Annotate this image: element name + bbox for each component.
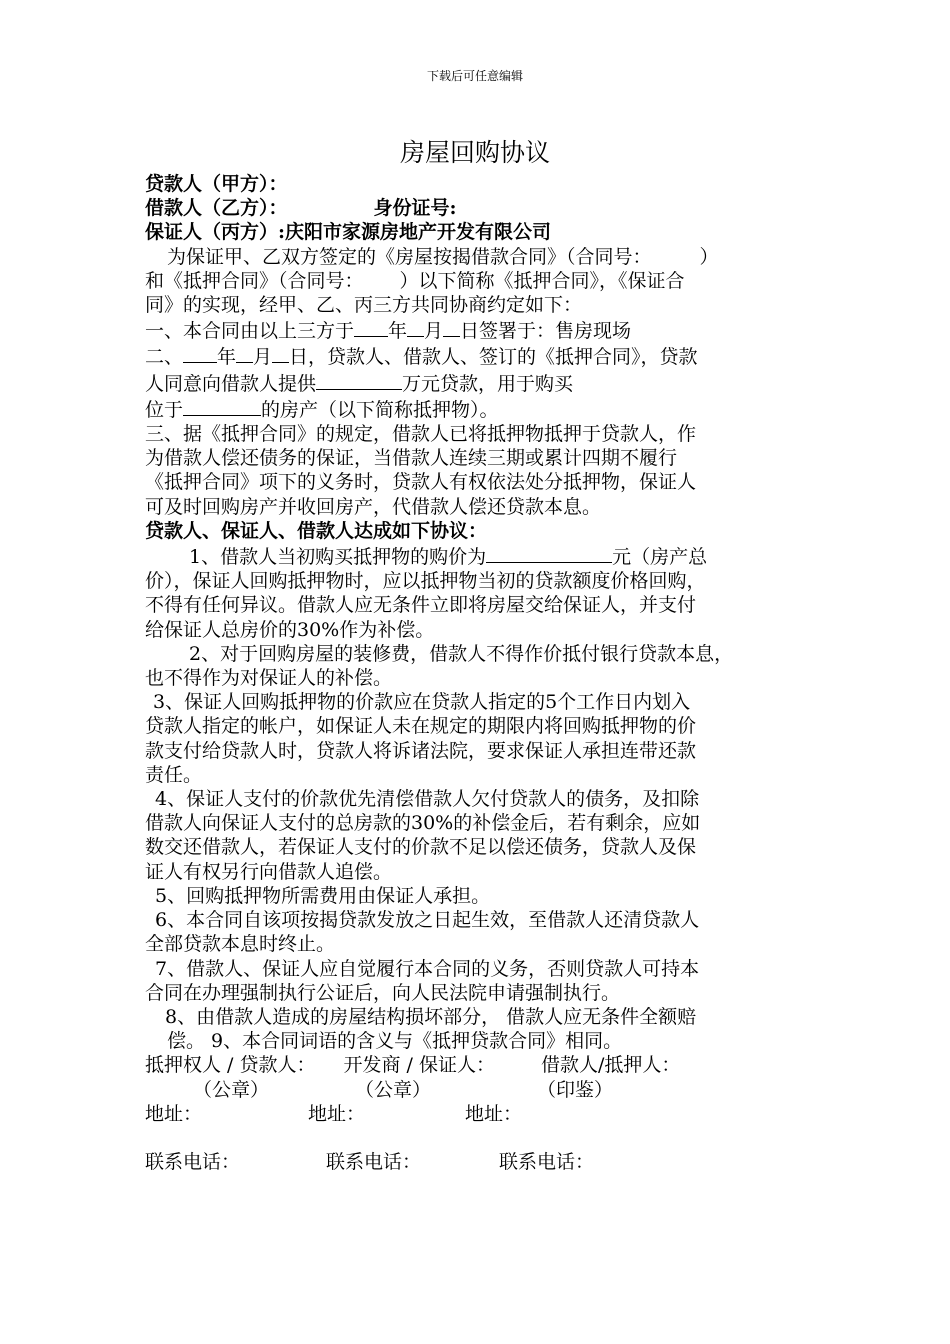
party-guarantor: 保证人（丙方）:庆阳市家源房地产开发有限公司 [145, 221, 552, 244]
clause-3-line: 《抵押合同》项下的义务时，贷款人有权依法处分抵押物，保证人 [145, 471, 697, 494]
blank-month [236, 343, 253, 363]
item-1-line: 1、借款人当初购买抵押物的购价为 元（房产总 [145, 543, 815, 569]
clause-2-line-1: 二、 年 月 日，贷款人、借款人、签订的《抵押合同》，贷款 [145, 343, 815, 369]
phone-label: 联系电话： [499, 1150, 595, 1173]
intro-line-1: 为保证甲、乙双方签定的《房屋按揭借款合同》（合同号： ） [167, 245, 719, 268]
clause-3-line: 为借款人偿还债务的保证，当借款人连续三期或累计四期不履行 [145, 447, 678, 470]
address-label: 地址： [465, 1102, 523, 1125]
item-3-line: 款支付给贷款人时，贷款人将诉诸法院，要求保证人承担连带还款 [145, 739, 697, 762]
phone-label: 联系电话： [145, 1150, 241, 1173]
address-label: 地址： [145, 1102, 203, 1125]
blank-location [183, 396, 261, 416]
sign-lender: 抵押权人 / 贷款人： [145, 1054, 316, 1077]
signature-seals [145, 1078, 815, 1102]
item-7-line: 合同在办理强制执行公证后，向人民法院申请强制执行。 [145, 981, 621, 1004]
party-borrower-label: 借款人（乙方）： [145, 197, 288, 220]
seal-borrower: （印鉴） [537, 1078, 614, 1101]
blank-month [407, 317, 424, 337]
item-4-line: 4、保证人支付的价款优先清偿借款人欠付贷款人的债务，及扣除 [155, 788, 700, 811]
blank-year [354, 317, 388, 337]
clause-3-line: 可及时回购房产并收回房产，代借款人偿还贷款本息。 [145, 495, 602, 518]
id-number-label: 身份证号: [373, 197, 457, 220]
item-4-line: 证人有权另行向借款人追偿。 [145, 860, 393, 883]
item-3-line: 责任。 [145, 763, 203, 786]
item-4-line: 数交还借款人，若保证人支付的价款不足以偿还债务，贷款人及保 [145, 836, 697, 859]
agreement-heading: 贷款人、保证人、借款人达成如下协议： [145, 519, 488, 542]
signature-addresses [145, 1102, 815, 1126]
signature-roles [145, 1053, 815, 1077]
item-1-line: 不得有任何异议。借款人应无条件立即将房屋交给保证人，并支付 [145, 594, 697, 617]
blank-price [486, 543, 612, 563]
item-2-line: 也不得作为对保证人的补偿。 [145, 667, 393, 690]
item-8-line: 偿。 9、本合同词语的含义与《抵押贷款合同》相同。 [167, 1030, 623, 1053]
seal-developer: （公章） [355, 1078, 432, 1101]
item-2-line: 2、对于回购房屋的装修费，借款人不得作价抵付银行贷款本息， [189, 642, 734, 665]
item-5: 5、回购抵押物所需费用由保证人承担。 [155, 884, 491, 907]
item-3-line: 3、保证人回购抵押物的价款应在贷款人指定的5个工作日内划入 [153, 691, 691, 714]
signature-phones [145, 1150, 815, 1174]
header-note: 下载后可任意编辑 [426, 69, 523, 83]
intro-line-2: 和《抵押合同》（合同号： ）以下简称《抵押合同》，《保证合 [145, 269, 685, 292]
party-borrower [145, 196, 815, 220]
item-6-line: 6、本合同自该项按揭贷款发放之日起生效，至借款人还清贷款人 [155, 909, 700, 932]
item-7-line: 7、借款人、保证人应自觉履行本合同的义务，否则贷款人可持本 [155, 957, 700, 980]
clause-2-line-2: 人同意向借款人提供 万元贷款，用于购买 [145, 370, 815, 396]
party-lender: 贷款人（甲方）： [145, 173, 288, 195]
item-1-line: 给保证人总房价的30%作为补偿。 [145, 618, 435, 641]
clause-3-line: 三、据《抵押合同》的规定，借款人已将抵押物抵押于贷款人，作 [145, 423, 697, 446]
item-8-line: 8、由借款人造成的房屋结构损坏部分， 借款人应无条件全额赔 [165, 1005, 697, 1028]
item-4-line: 借款人向保证人支付的总房款的30%的补偿金后，若有剩余，应如 [145, 812, 701, 835]
blank-day [443, 317, 460, 337]
clause-1: 一、本合同由以上三方于 年 月 日签署于：售房现场 [145, 317, 815, 343]
phone-label: 联系电话： [326, 1150, 422, 1173]
item-1-line: 价），保证人回购抵押物时，应以抵押物当初的贷款额度价格回购， [145, 570, 706, 593]
blank-amount [316, 370, 402, 390]
blank-year [183, 343, 217, 363]
document-body [145, 172, 815, 1174]
sign-borrower: 借款人/抵押人： [540, 1054, 681, 1077]
spacer [145, 1126, 815, 1150]
clause-2-line-3: 位于 的房产（以下简称抵押物）。 [145, 396, 815, 422]
intro-line-3: 同》的实现，经甲、乙、丙三方共同协商约定如下： [145, 294, 583, 317]
item-3-line: 贷款人指定的帐户，如保证人未在规定的期限内将回购抵押物的价 [145, 715, 697, 738]
item-6-line: 全部贷款本息时终止。 [145, 933, 336, 956]
sign-developer: 开发商 / 保证人： [343, 1054, 495, 1077]
blank-day [272, 343, 289, 363]
seal-lender: （公章） [193, 1078, 270, 1101]
page-title: 房屋回购协议 [399, 138, 550, 167]
address-label: 地址： [308, 1102, 366, 1125]
